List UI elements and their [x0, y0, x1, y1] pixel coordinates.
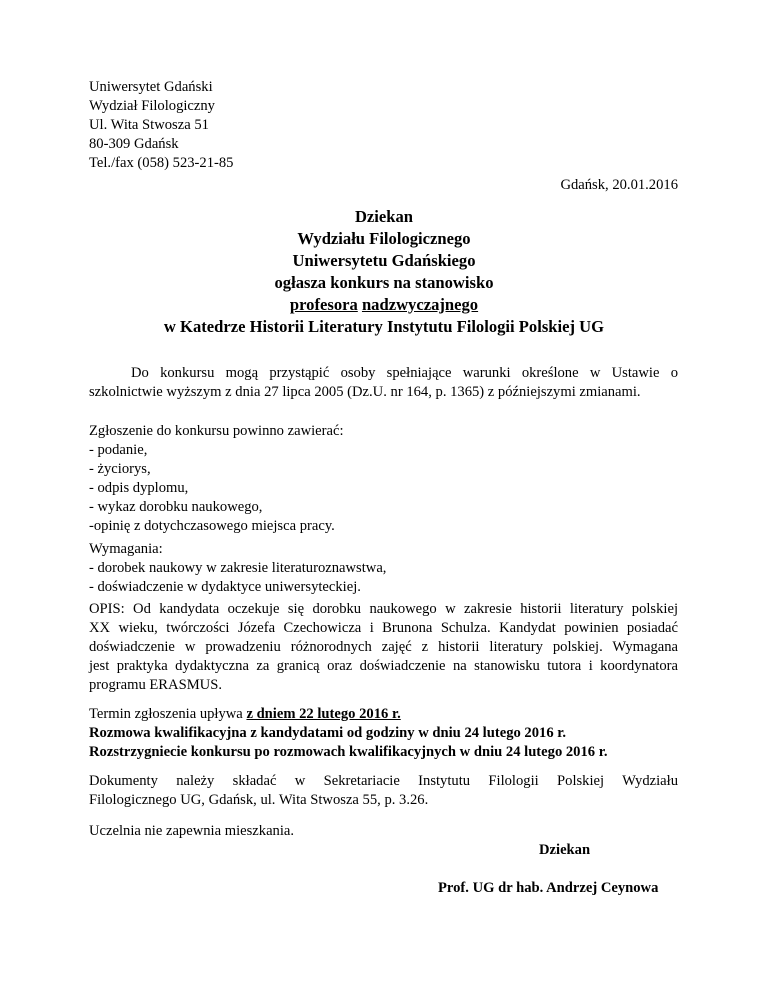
- candidate-requirements: [89, 540, 678, 597]
- list-item: - życiorys,: [89, 461, 151, 477]
- list-item: -opinię z dotychczasowego miejsca pracy.: [89, 518, 335, 534]
- list-item: - podanie,: [89, 442, 148, 458]
- title-line: Dziekan: [354, 207, 414, 226]
- documents-line: Dokumenty należy składać w Sekretariacie Instytutu Filologii Polskiej Wydziału: [89, 773, 678, 789]
- deadline-line: [89, 705, 689, 724]
- position-rank: profesora: [289, 295, 358, 314]
- signature-role: Dziekan: [539, 842, 591, 858]
- address-line: 80-309 Gdańsk: [89, 136, 179, 152]
- documents-line: Filologicznego UG, Gdańsk, ul. Wita Stwosza 55, p. 3.26.: [89, 792, 429, 808]
- signature-name: Prof. UG dr hab. Andrzej Ceynowa: [438, 880, 659, 896]
- intro-paragraph: [89, 364, 678, 402]
- address-line: Ul. Wita Stwosza 51: [89, 117, 209, 133]
- description-paragraph: [89, 600, 678, 695]
- address-line: Wydział Filologiczny: [89, 98, 215, 114]
- list-item: - wykaz dorobku naukowego,: [89, 499, 263, 515]
- application-heading: Zgłoszenie do konkursu powinno zawierać:: [89, 423, 344, 439]
- description-line: XX wieku, twórczości Józefa Czechowicza i Brunona Schulza. Kandydat powinien posiadać: [89, 620, 678, 636]
- title-line: ogłasza konkurs na stanowisko: [274, 273, 494, 292]
- description-line: doświadczenie w prowadzeniu różnorodnych zajęć z historii literatury polskiej. Wymagana: [89, 639, 678, 655]
- address-line: Uniwersytet Gdański: [89, 79, 213, 95]
- intro-line: szkolnictwie wyższym z dnia 27 lipca 2005 (Dz.U. nr 164, p. 1365) z późniejszymi zmianami.: [89, 384, 641, 400]
- application-requirements: [89, 422, 678, 536]
- deadline-info: [89, 705, 689, 762]
- housing-note: Uczelnia nie zapewnia mieszkania.: [89, 823, 295, 839]
- list-item: - doświadczenie w dydaktyce uniwersyteckiej.: [89, 579, 361, 595]
- description-line: OPIS: Od kandydata oczekuje się dorobku naukowego w zakresie historii literatury polskiej: [89, 601, 678, 617]
- position-type: nadzwyczajnego: [361, 295, 479, 314]
- description-line: programu ERASMUS.: [89, 677, 222, 693]
- list-item: - odpis dyplomu,: [89, 480, 189, 496]
- intro-line: Do konkursu mogą przystąpić osoby spełniające warunki określone w Ustawie o: [131, 365, 678, 381]
- university-address: [89, 78, 678, 173]
- requirements-heading: Wymagania:: [89, 541, 163, 557]
- list-item: - dorobek naukowy w zakresie literaturoznawstwa,: [89, 560, 387, 576]
- resolution-info: Rozstrzygniecie konkursu po rozmowach kwalifikacyjnych w dniu 24 lutego 2016 r.: [89, 744, 608, 760]
- title-line: Wydziału Filologicznego: [297, 229, 471, 248]
- place-date: Gdańsk, 20.01.2016: [560, 177, 678, 193]
- deadline-date: z dniem 22 lutego 2016 r.: [246, 706, 401, 722]
- interview-info: Rozmowa kwalifikacyjna z kandydatami od godziny w dniu 24 lutego 2016 r.: [89, 725, 567, 741]
- deadline-prefix: Termin zgłoszenia upływa: [89, 706, 247, 722]
- description-line: jest praktyka dydaktyczna za granicą oraz doświadczenie na stanowisku tutora i koordynatora: [89, 658, 678, 674]
- announcement-title: [80, 206, 688, 338]
- position-title: [80, 294, 688, 316]
- documents-paragraph: [89, 772, 678, 810]
- address-line: Tel./fax (058) 523-21-85: [89, 155, 234, 171]
- title-line: Uniwersytetu Gdańskiego: [292, 251, 476, 270]
- title-line: w Katedrze Historii Literatury Instytutu Filologii Polskiej UG: [163, 317, 605, 336]
